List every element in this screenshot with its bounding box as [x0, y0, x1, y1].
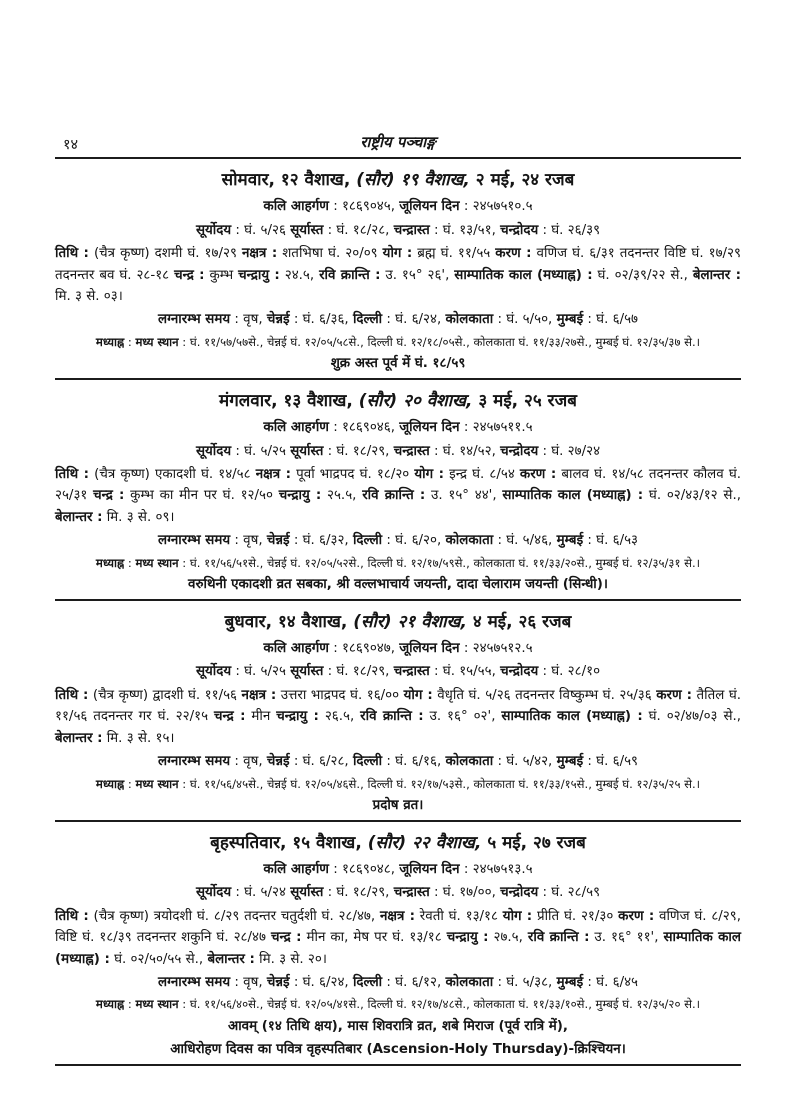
- event-line: प्रदोष व्रत।: [372, 798, 424, 814]
- sunrise-sunset-line: सूर्योदय : घं. ५/२६ सूर्यास्त : घं. १८/२८, चन्द्रास्त : घं. १३/५१, चन्द्रोदय : घं. २६/३९: [195, 222, 601, 238]
- tithi-paragraph: तिथि : (चैत्र कृष्ण) दशमी घं. १७/२९ नक्षत्र : शतभिषा घं. २०/०९ योग : ब्रह्म घं. ११/५५ करण : वणिज घं. ६/३१ तदनन्तर विष्टि घं. १७/२९ तदनन्तर बव घं. २८-१८ चन्द्र : कुम्भ चन्द्रायु : २४.५, रवि क्रान्ति : उ. १५° २६', साम्पातिक काल (मध्याह्न) : घं. ०२/३९/२२ से., बेलान्तर : मि. ३ से. ०३।: [55, 246, 741, 304]
- lagna-line: लग्नारम्भ समय : वृष, चेन्नई : घं. ६/२८, दिल्ली : घं. ६/१६, कोलकाता : घं. ५/४२, मुम्बई : घं. ६/५९: [157, 754, 639, 770]
- madhyahna-line: मध्याह्न : मध्य स्थान : घं. ११/५७/५७से., चेन्नई घं. १२/०५/५८से., दिल्ली घं. १२/१८/०५से., कोलकाता घं. ११/३३/२७से., मुम्बई घं. १२/३५/३७ से.।: [95, 334, 701, 349]
- closing-rule: [55, 1064, 741, 1066]
- kali-ahargana-line: कलि आहर्गण : १८६९०४८, जूलियन दिन : २४५७५१३.५: [263, 861, 533, 877]
- day-section-wednesday: [55, 612, 741, 817]
- lagna-line: लग्नारम्भ समय : वृष, चेन्नई : घं. ६/३६, दिल्ली : घं. ६/२४, कोलकाता : घं. ५/५०, मुम्बई : घं. ६/५७: [157, 312, 639, 328]
- event-line: शुक्र अस्त पूर्व में घं. १८/५९: [330, 356, 466, 372]
- page-header: [55, 132, 741, 154]
- day-heading: सोमवार, १२ वैशाख, (सौर) १९ वैशाख, २ मई, २४ रजब: [221, 170, 575, 190]
- event-line: वरुथिनी एकादशी व्रत सबका, श्री वल्लभाचार्य जयन्ती, दादा चेलाराम जयन्ती (सिन्धी)।: [188, 577, 608, 593]
- page-number: १४: [63, 137, 79, 153]
- lagna-line: लग्नारम्भ समय : वृष, चेन्नई : घं. ६/३२, दिल्ली : घं. ६/२०, कोलकाता : घं. ५/४६, मुम्बई : घं. ६/५३: [157, 533, 639, 549]
- event-line: आवम् (१४ तिथि क्षय), मास शिवरात्रि व्रत, शबे मिराज (पूर्व रात्रि में),: [228, 1019, 568, 1034]
- tithi-paragraph: तिथि : (चैत्र कृष्ण) द्वादशी घं. ११/५६ नक्षत्र : उत्तरा भाद्रपद घं. १६/०० योग : वैधृति घं. ५/२६ तदनन्तर विष्कुम्भ घं. २५/३६ करण : तैतिल घं. ११/५६ तदनन्तर गर घं. २२/१५ चन्द्र : मीन चन्द्रायु : २६.५, रवि क्रान्ति : उ. १६° ०२', साम्पातिक काल (मध्याह्न) : घं. ०२/४७/०३ से., बेलान्तर : मि. ३ से. १५।: [55, 687, 742, 746]
- header-rule: [55, 157, 741, 159]
- tithi-paragraph: तिथि : (चैत्र कृष्ण) एकादशी घं. १४/५८ नक्षत्र : पूर्वा भाद्रपद घं. १८/२० योग : इन्द्र घं. ८/५४ करण : बालव घं. १४/५८ तदनन्तर कौलव घं. २५/३१ चन्द्र : कुम्भ का मीन पर घं. १२/५० चन्द्रायु : २५.५, रवि क्रान्ति : उ. १५° ४४', साम्पातिक काल (मध्याह्न) : घं. ०२/४३/१२ से., बेलान्तर : मि. ३ से. ०९।: [55, 466, 741, 525]
- kali-ahargana-line: कलि आहर्गण : १८६९०४५, जूलियन दिन : २४५७५१०.५: [263, 199, 533, 215]
- lagna-line: लग्नारम्भ समय : वृष, चेन्नई : घं. ६/२४, दिल्ली : घं. ६/१२, कोलकाता : घं. ५/३८, मुम्बई : घं. ६/४५: [157, 975, 639, 991]
- section-divider: [55, 820, 741, 822]
- page-title: राष्ट्रीय पञ्चाङ्ग: [360, 133, 436, 151]
- day-heading: मंगलवार, १३ वैशाख, (सौर) २० वैशाख, ३ मई, २५ रजब: [219, 390, 577, 411]
- event-line: आधिरोहण दिवस का पवित्र वृहस्पतिबार (Ascension-Holy Thursday)-क्रिश्चियन।: [170, 1042, 626, 1058]
- sunrise-sunset-line: सूर्योदय : घं. ५/२५ सूर्यास्त : घं. १८/२९, चन्द्रास्त : घं. १४/५२, चन्द्रोदय : घं. २७/२४: [195, 443, 601, 459]
- sunrise-sunset-line: सूर्योदय : घं. ५/२५ सूर्यास्त : घं. १८/२९, चन्द्रास्त : घं. १५/५५, चन्द्रोदय : घं. २८/१०: [195, 664, 601, 680]
- day-section-monday: [55, 170, 741, 375]
- madhyahna-line: मध्याह्न : मध्य स्थान : घं. ११/५६/४५से., चेन्नई घं. १२/०५/४६से., दिल्ली घं. १२/१७/५३से., कोलकाता घं. ११/३३/१५से., मुम्बई घं. १२/३५/२५ से.।: [95, 776, 701, 791]
- section-divider: [55, 599, 741, 601]
- section-divider: [55, 378, 741, 380]
- day-section-thursday: [55, 833, 741, 1061]
- kali-ahargana-line: कलि आहर्गण : १८६९०४६, जूलियन दिन : २४५७५११.५: [263, 420, 533, 436]
- tithi-paragraph: तिथि : (चैत्र कृष्ण) त्रयोदशी घं. ८/२९ तदन्तर चतुर्दशी घं. २८/४७, नक्षत्र : रेवती घं. १३/१८ योग : प्रीति घं. २१/३० करण : वणिज घं. ८/२९, विष्टि घं. १८/३९ तदनन्तर शकुनि घं. २८/४७ चन्द्र : मीन का, मेष पर घं. १३/१८ चन्द्रायु : २७.५, रवि क्रान्ति : उ. १६° ११', साम्पातिक काल (मध्याह्न) : घं. ०२/५०/५५ से., बेलान्तर : मि. ३ से. २०।: [55, 908, 741, 967]
- sunrise-sunset-line: सूर्योदय : घं. ५/२४ सूर्यास्त : घं. १८/२९, चन्द्रास्त : घं. १७/००, चन्द्रोदय : घं. २८/५९: [195, 885, 601, 901]
- day-section-tuesday: [55, 391, 741, 596]
- day-heading: बृहस्पतिवार, १५ वैशाख, (सौर) २२ वैशाख, ५ मई, २७ रजब: [210, 832, 586, 853]
- day-heading: बुधवार, १४ वैशाख, (सौर) २१ वैशाख, ४ मई, २६ रजब: [224, 611, 572, 632]
- madhyahna-line: मध्याह्न : मध्य स्थान : घं. ११/५६/४०से., चेन्नई घं. १२/०५/४१से., दिल्ली घं. १२/१७/४८से., कोलकाता घं. ११/३३/१०से., मुम्बई घं. १२/३५/२० से.।: [95, 997, 701, 1012]
- kali-ahargana-line: कलि आहर्गण : १८६९०४७, जूलियन दिन : २४५७५१२.५: [263, 640, 533, 656]
- madhyahna-line: मध्याह्न : मध्य स्थान : घं. ११/५६/५१से., चेन्नई घं. १२/०५/५२से., दिल्ली घं. १२/१७/५९से., कोलकाता घं. ११/३३/२०से., मुम्बई घं. १२/३५/३१ से.।: [95, 555, 701, 570]
